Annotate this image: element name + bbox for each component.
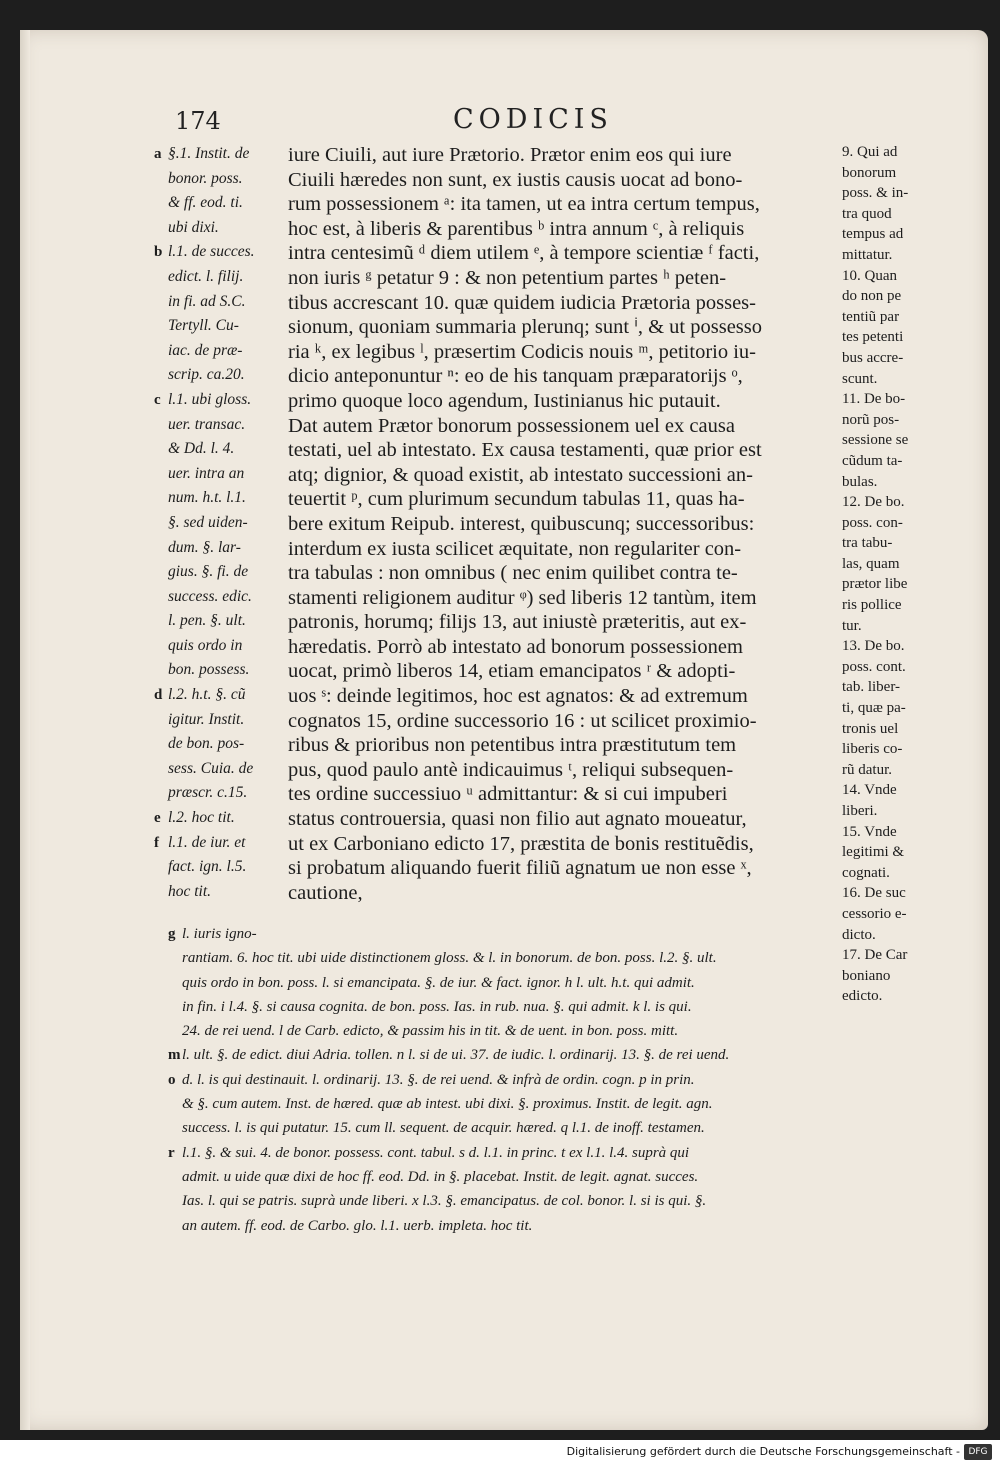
note-text: de bon. pos- bbox=[168, 735, 245, 753]
main-text bbox=[288, 143, 833, 905]
side-heading-line: 12. De bo. bbox=[842, 494, 905, 511]
side-heading-line: liberi. bbox=[842, 803, 878, 819]
note-text: bon. possess. bbox=[168, 661, 250, 679]
margin-note-line bbox=[168, 880, 286, 905]
note-text: §. sed uiden- bbox=[168, 513, 248, 531]
text-line: ribus & prioribus non petentibus intra præstitutum tem bbox=[288, 734, 737, 757]
text-line: cautione, bbox=[288, 881, 363, 904]
margin-note-line bbox=[168, 462, 286, 487]
note-text: rantiam. 6. hoc tit. ubi uide distinctionem gloss. & l. in bonorum. de bon. poss. l.2. §. ult. bbox=[182, 950, 717, 967]
side-heading-line: rũ datur. bbox=[842, 761, 892, 778]
side-heading-line: poss. con- bbox=[842, 514, 903, 531]
page-number: 174 bbox=[175, 107, 221, 135]
note-text: ubi dixi. bbox=[168, 218, 219, 236]
margin-note-line bbox=[168, 585, 286, 610]
text-line: testati, uel ab intestato. Ex causa testamenti, quæ prior est bbox=[288, 439, 762, 462]
side-heading-line: cũdum ta- bbox=[842, 452, 903, 469]
note-letter: o bbox=[168, 1071, 176, 1088]
side-heading-line: tra quod bbox=[842, 205, 892, 222]
side-heading-line: poss. cont. bbox=[842, 658, 906, 675]
note-text: l.1. ubi gloss. bbox=[168, 390, 252, 408]
side-heading-line: prætor libe bbox=[842, 576, 908, 593]
note-text: §.1. Instit. de bbox=[168, 145, 250, 162]
side-heading-line: ti, quæ pa- bbox=[842, 700, 906, 717]
side-heading-line: 15. Vnde bbox=[842, 823, 897, 840]
note-text: d. l. is qui destinauit. l. ordinarij. 13. §. de rei uend. & infrà de ordin. cogn. p in prin. bbox=[182, 1071, 695, 1088]
text-line: status controuersia, quasi non filio aut agnato moueatur, bbox=[288, 808, 747, 831]
text-line: iure Ciuili, aut iure Prætorio. Prætor enim eos qui iure bbox=[288, 144, 732, 166]
margin-note-line bbox=[168, 536, 286, 561]
text-line: ut ex Carboniano edicto 17, præstita de bonis restituẽdis, bbox=[288, 832, 754, 855]
side-heading-line: cessorio e- bbox=[842, 905, 907, 922]
note-text: in fin. i l.4. §. si causa cognita. de bon. poss. Ias. in rub. nua. §. qui admit. k l. is qui. bbox=[182, 998, 692, 1015]
footer-bar bbox=[0, 1440, 1000, 1465]
note-text: uer. transac. bbox=[168, 415, 246, 433]
margin-note-line bbox=[168, 413, 286, 438]
text-line: Ciuili hæredes non sunt, ex iustis causis uocat ad bono- bbox=[288, 168, 743, 191]
footnote-line bbox=[168, 1068, 847, 1092]
text-line: hæredatis. Porrò ab intestato ad bonorum possessionem bbox=[288, 635, 743, 658]
note-text: admit. u uide quæ dixi de hoc ff. eod. Dd. in §. placebat. Instit. de legit. agnat. succes. bbox=[182, 1168, 699, 1185]
text-line: Dat autem Prætor bonorum possessionem uel ex causa bbox=[288, 414, 735, 437]
side-heading-line: bulas. bbox=[842, 473, 878, 490]
side-heading-line: 13. De bo. bbox=[842, 638, 905, 655]
footnote-line bbox=[182, 995, 847, 1019]
note-text: l. ult. §. de edict. diui Adria. tollen. n l. si de ui. 37. de iudic. l. ordinarij. 13. §. de rei uend. bbox=[182, 1047, 730, 1064]
margin-note-line bbox=[168, 314, 286, 339]
footer-text: Digitalisierung gefördert durch die Deutsche Forschungsgemeinschaft - bbox=[566, 1445, 960, 1458]
dfg-logo: DFG bbox=[964, 1444, 992, 1460]
side-heading-line: tes petenti bbox=[842, 329, 904, 346]
footnote-line bbox=[182, 971, 847, 995]
note-text: quis ordo in bon. poss. l. si emancipata. §. de iur. & fact. ignor. h l. ult. h.t. qui admit. bbox=[182, 974, 695, 991]
note-letter: a bbox=[154, 146, 162, 162]
side-heading-line: 17. De Car bbox=[842, 947, 908, 964]
side-heading-line: tra tabu- bbox=[842, 535, 893, 552]
side-heading-line: poss. & in- bbox=[842, 185, 909, 202]
margin-note-line bbox=[154, 388, 286, 413]
text-line: ria ᵏ, ex legibus ˡ, præsertim Codicis nouis ᵐ, petitorio iu- bbox=[288, 340, 756, 363]
note-text: dum. §. lar- bbox=[168, 538, 241, 556]
footnotes bbox=[168, 922, 847, 1238]
margin-note-line bbox=[168, 757, 286, 782]
note-text: l.2. h.t. §. cũ bbox=[168, 686, 246, 704]
side-heading-line: edicto. bbox=[842, 988, 883, 1005]
text-line: dicio anteponuntur ⁿ: eo de his tanquam præparatorijs ᵒ, bbox=[288, 365, 743, 388]
text-line: bere exitum Reipub. interest, quibuscunq; successoribus: bbox=[288, 512, 755, 535]
margin-note-line bbox=[168, 290, 286, 315]
text-line: tes ordine successiuo ᵘ admittantur: & si cui impuberi bbox=[288, 783, 728, 806]
note-letter: g bbox=[168, 926, 176, 942]
note-text: Ias. l. qui se patris. suprà unde liberi. x l.3. §. emancipatus. de col. bonor. l. si is qui. §. bbox=[182, 1193, 707, 1210]
note-letter: e bbox=[154, 810, 161, 827]
text-line: primo quoque loco agendum, Iustinianus hic putauit. bbox=[288, 389, 721, 412]
note-text: scrip. ca.20. bbox=[168, 366, 245, 384]
side-heading-line: sessione se bbox=[842, 432, 909, 449]
side-heading-line: scunt. bbox=[842, 370, 878, 387]
margin-note-line bbox=[168, 634, 286, 659]
note-text: l. iuris igno- bbox=[182, 926, 257, 942]
margin-note-line bbox=[154, 806, 286, 831]
footnote-line bbox=[182, 1116, 847, 1140]
text-line: non iuris ᵍ petatur 9 : & non petentium partes ʰ peten- bbox=[288, 266, 727, 289]
footnote-line bbox=[182, 1019, 847, 1043]
text-line: rum possessionem ᵃ: ita tamen, ut ea intra certum tempus, bbox=[288, 193, 760, 216]
margin-note-line bbox=[168, 437, 286, 462]
margin-note-line bbox=[168, 781, 286, 806]
note-text: uer. intra an bbox=[168, 464, 245, 482]
text-line: stamenti religionem auditur ᵠ) sed liberis 12 tantùm, item bbox=[288, 586, 757, 609]
side-heading-line: dicto. bbox=[842, 926, 876, 943]
footnote-line bbox=[182, 1165, 847, 1189]
margin-note-line bbox=[168, 216, 286, 241]
side-heading-line: tentiũ par bbox=[842, 308, 900, 325]
text-line: tra tabulas : non omnibus ( nec enim quilibet contra te- bbox=[288, 562, 738, 585]
left-margin-notes bbox=[154, 142, 286, 904]
note-text: & §. cum autem. Inst. de hæred. quæ ab intest. ubi dixi. §. proximus. Instit. de legit. agn. bbox=[182, 1096, 713, 1113]
note-text: l. pen. §. ult. bbox=[168, 612, 246, 630]
side-heading-line: legitimi & bbox=[842, 844, 905, 861]
text-line: tibus accrescant 10. quæ quidem iudicia Prætoria posses- bbox=[288, 291, 756, 314]
note-text: sess. Cuia. de bbox=[168, 759, 254, 777]
note-text: l.1. de iur. et bbox=[168, 833, 246, 851]
note-text: iac. de præ- bbox=[168, 341, 243, 359]
margin-note-line bbox=[168, 560, 286, 585]
margin-note-line bbox=[168, 191, 286, 216]
note-text: hoc tit. bbox=[168, 882, 212, 900]
note-text: num. h.t. l.1. bbox=[168, 489, 246, 507]
note-letter: r bbox=[168, 1144, 175, 1161]
note-text: l.1. §. & sui. 4. de bonor. possess. cont. tabul. s d. l.1. in princ. t ex l.1. l.4. suprà qui bbox=[182, 1144, 690, 1161]
footnote-line bbox=[182, 1092, 847, 1116]
note-letter: b bbox=[154, 244, 163, 261]
note-text: & Dd. l. 4. bbox=[168, 440, 235, 458]
note-text: & ff. eod. ti. bbox=[168, 194, 243, 212]
margin-note-line bbox=[154, 240, 286, 265]
margin-note-line bbox=[168, 167, 286, 192]
note-text: an autem. ff. eod. de Carbo. glo. l.1. uerb. impleta. hoc tit. bbox=[182, 1217, 533, 1234]
side-heading-line: liberis co- bbox=[842, 741, 903, 758]
side-heading-line: tur. bbox=[842, 617, 862, 634]
footnote-line bbox=[168, 1141, 847, 1165]
side-heading-line: las, quam bbox=[842, 555, 900, 572]
side-heading-line: 14. Vnde bbox=[842, 782, 897, 799]
margin-note-line bbox=[168, 732, 286, 757]
side-heading-line: ris pollice bbox=[842, 597, 902, 614]
note-text: l.1. de succes. bbox=[168, 243, 255, 261]
right-margin-notes bbox=[842, 142, 947, 1007]
note-text: l.2. hoc tit. bbox=[168, 809, 235, 827]
margin-note-line bbox=[168, 363, 286, 388]
note-letter: c bbox=[154, 391, 161, 408]
note-text: Tertyll. Cu- bbox=[168, 317, 239, 335]
text-line: patronis, horumq; filijs 13, aut iniustè præteritis, aut ex- bbox=[288, 611, 747, 634]
margin-note-line bbox=[168, 265, 286, 290]
running-title: CODICIS bbox=[453, 104, 613, 135]
note-text: quis ordo in bbox=[168, 636, 243, 654]
text-line: si probatum aliquando fuerit filiũ agnatum ue non esse ˣ, bbox=[288, 857, 752, 880]
note-text: igitur. Instit. bbox=[168, 710, 245, 728]
note-text: success. l. is qui putatur. 15. cum ll. sequent. de acquir. hæred. q l.1. de inoff. testamen. bbox=[182, 1120, 705, 1137]
text-line: cognatos 15, ordine successorio 16 : ut scilicet proximio- bbox=[288, 709, 757, 732]
note-text: gius. §. fi. de bbox=[168, 563, 249, 581]
text-line: uocat, primò liberos 14, etiam emancipatos ʳ & adopti- bbox=[288, 660, 736, 683]
text-line: interdum ex iusta scilicet æquitate, non regulariter con- bbox=[288, 537, 742, 560]
footnote-line bbox=[168, 1043, 847, 1067]
note-text: success. edic. bbox=[168, 587, 252, 605]
side-heading-line: tempus ad bbox=[842, 226, 904, 243]
footnote-line bbox=[168, 922, 847, 946]
text-line: uos ˢ: deinde legitimos, hoc est agnatos: & ad extremum bbox=[288, 685, 748, 708]
note-text: in fi. ad S.C. bbox=[168, 292, 246, 310]
note-letter: m bbox=[168, 1047, 181, 1064]
side-heading-line: bus accre- bbox=[842, 349, 904, 366]
text-line: pus, quod paulo antè indicauimus ᵗ, reliqui subsequen- bbox=[288, 758, 734, 781]
text-line: sionum, quoniam summaria plerunq; sunt ⁱ, & ut possesso bbox=[288, 316, 763, 339]
text-line: hoc est, à liberis & parentibus ᵇ intra annum ᶜ, à reliquis bbox=[288, 217, 745, 240]
footnote-line bbox=[182, 1189, 847, 1213]
side-heading-line: 16. De suc bbox=[842, 885, 906, 902]
note-text: 24. de rei uend. l de Carb. edicto, & passim his in tit. & de uent. in bon. poss. mitt. bbox=[182, 1023, 679, 1040]
side-heading-line: cognati. bbox=[842, 864, 890, 881]
note-text: fact. ign. l.5. bbox=[168, 858, 247, 876]
margin-note-line bbox=[168, 855, 286, 880]
side-heading-line: bonorum bbox=[842, 164, 897, 181]
margin-note-line bbox=[154, 683, 286, 708]
note-text: præscr. c.15. bbox=[168, 784, 248, 802]
side-heading-line: 9. Qui ad bbox=[842, 144, 898, 160]
side-heading-line: boniano bbox=[842, 967, 891, 984]
margin-note-line bbox=[168, 511, 286, 536]
side-heading-line: tronis uel bbox=[842, 720, 899, 737]
margin-note-line bbox=[168, 486, 286, 511]
side-heading-line: norũ pos- bbox=[842, 411, 900, 428]
note-text: bonor. poss. bbox=[168, 169, 243, 187]
side-heading-line: 10. Quan bbox=[842, 267, 897, 284]
margin-note-line bbox=[168, 658, 286, 683]
text-line: intra centesimũ ᵈ diem utilem ᵉ, à tempore scientiæ ᶠ facti, bbox=[288, 242, 760, 265]
side-heading-line: 11. De bo- bbox=[842, 391, 906, 408]
text-line: atq; dignior, & quoad existit, ab intestato successioni an- bbox=[288, 463, 753, 486]
margin-note-line bbox=[154, 142, 286, 167]
margin-note-line bbox=[168, 339, 286, 364]
note-letter: f bbox=[154, 834, 159, 851]
footnote-line bbox=[182, 946, 847, 970]
footnote-line bbox=[182, 1214, 847, 1238]
margin-note-line bbox=[154, 831, 286, 856]
margin-note-line bbox=[168, 708, 286, 733]
note-text: edict. l. filij. bbox=[168, 267, 244, 285]
side-heading-line: do non pe bbox=[842, 288, 902, 305]
side-heading-line: mittatur. bbox=[842, 246, 893, 263]
side-heading-line: tab. liber- bbox=[842, 679, 901, 696]
note-letter: d bbox=[154, 687, 163, 704]
text-line: teuertit ᵖ, cum plurimum secundum tabulas 11, quas ha- bbox=[288, 488, 745, 511]
margin-note-line bbox=[168, 609, 286, 634]
